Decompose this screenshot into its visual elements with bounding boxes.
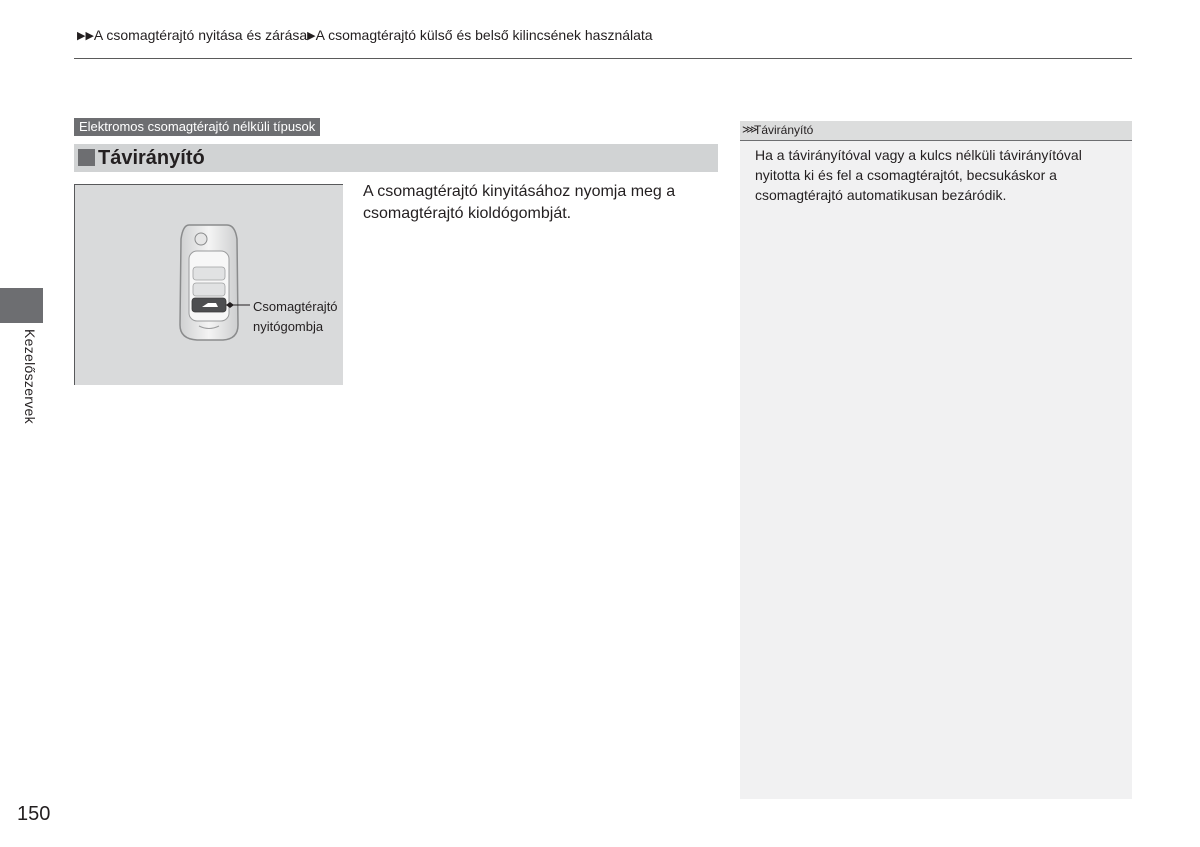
unlock-button-icon <box>193 283 225 296</box>
remote-key-figure <box>74 184 343 385</box>
remote-key-illustration <box>75 185 344 386</box>
trunk-button-callout <box>253 297 338 337</box>
breadcrumb-item-1[interactable]: A csomagtérajtó nyitása és zárása <box>93 27 308 43</box>
side-note-header <box>740 121 1132 141</box>
header-divider <box>74 58 1132 59</box>
callout-line-2: nyitógombja <box>253 319 324 334</box>
callout-line-1: Csomagtérajtó <box>253 299 338 314</box>
lock-button-icon <box>193 267 225 280</box>
breadcrumb-item-2[interactable]: A csomagtérajtó külső és belső kilincsének használata <box>315 27 653 43</box>
key-ring-icon <box>195 233 207 245</box>
chapter-tab-label[interactable]: Kezelőszervek <box>22 329 38 424</box>
reference-arrow-icon: ⋙ <box>742 124 758 136</box>
page-number: 150 <box>17 803 51 825</box>
double-arrow-icon: ▶▶ <box>77 30 94 42</box>
side-note-text: Ha a távirányítóval vagy a kulcs nélküli távirányítóval nyitotta ki és fel a csomagtérajtót, becsukáskor a csomagtérajtó automatikusan bezáródik. <box>755 147 1082 203</box>
model-type-label: Elektromos csomagtérajtó nélküli típusok <box>74 118 320 136</box>
side-note-title: Távirányító <box>754 123 814 137</box>
section-square-icon <box>78 149 95 166</box>
chapter-tab-marker <box>0 288 43 323</box>
instruction-text: A csomagtérajtó kinyitásához nyomja meg a csomagtérajtó kioldógombját. <box>363 183 676 222</box>
section-header <box>74 144 718 172</box>
arrow-right-icon: ▶ <box>307 30 316 42</box>
breadcrumb <box>77 26 653 46</box>
side-note-panel <box>740 121 1132 799</box>
section-title: Távirányító <box>98 147 205 169</box>
